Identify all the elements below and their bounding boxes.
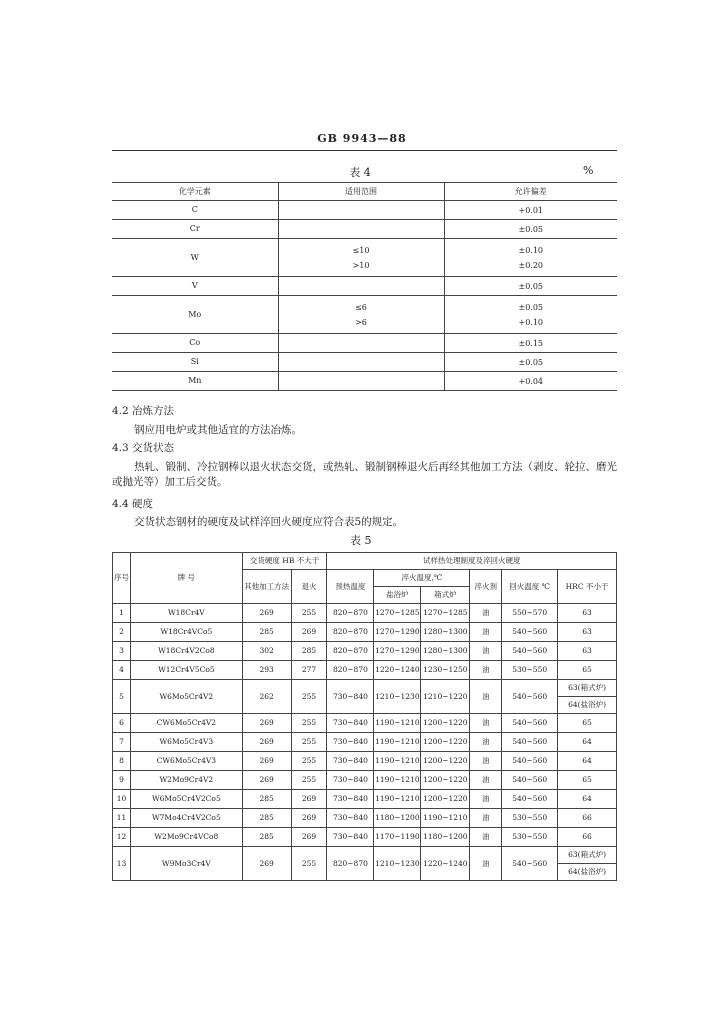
hrc-value: 66 (582, 832, 592, 841)
hb-anneal-cell: 255 (291, 714, 327, 733)
box-furnace-cell: 1200~1220 (421, 752, 470, 771)
table-row (112, 201, 617, 220)
tolerance-cell (444, 296, 617, 334)
range-cell (278, 277, 444, 296)
temper-cell: 540~560 (502, 714, 558, 733)
hb-anneal-cell: 255 (291, 847, 327, 881)
box-furnace-cell: 1200~1220 (421, 733, 470, 752)
table-row (112, 220, 617, 239)
medium-cell: 油 (470, 847, 502, 881)
hrc-cell (558, 771, 617, 790)
salt-bath-cell: 1270~1285 (374, 604, 421, 623)
table4-col-element: 化学元素 (112, 183, 278, 201)
table4-unit: % (583, 164, 594, 177)
preheat-cell: 730~840 (327, 790, 374, 809)
hrc-cell (558, 752, 617, 771)
hrc-value: 66 (582, 813, 592, 822)
range-cell (278, 334, 444, 353)
box-furnace-cell: 1210~1220 (421, 680, 470, 714)
seq-cell: 11 (113, 809, 131, 828)
hb-other-cell: 285 (242, 623, 291, 642)
table5 (112, 552, 617, 881)
preheat-cell: 730~840 (327, 680, 374, 714)
salt-bath-cell: 1190~1210 (374, 752, 421, 771)
tolerance-value: ±0.05 (518, 302, 543, 312)
table-row (112, 353, 617, 372)
grade-cell: W6Mo5Cr4V2Co5 (130, 790, 242, 809)
preheat-cell: 730~840 (327, 771, 374, 790)
medium-cell: 油 (470, 642, 502, 661)
table5-head-medium: 淬火剂 (470, 570, 502, 604)
grade-cell: W18Cr4V (130, 604, 242, 623)
tolerance-cell (444, 239, 617, 277)
table5-head-box: 箱式炉 (421, 587, 470, 604)
salt-bath-cell: 1210~1230 (374, 680, 421, 714)
hb-other-cell: 269 (242, 714, 291, 733)
preheat-cell: 820~870 (327, 847, 374, 881)
temper-cell: 540~560 (502, 623, 558, 642)
medium-cell: 油 (470, 680, 502, 714)
seq-cell: 9 (113, 771, 131, 790)
temper-cell: 540~560 (502, 752, 558, 771)
hb-anneal-cell: 255 (291, 771, 327, 790)
element-cell: Cr (112, 220, 278, 239)
table-row (113, 809, 617, 828)
grade-cell: W18Cr4VCo5 (130, 623, 242, 642)
temper-cell: 540~560 (502, 847, 558, 881)
tolerance-cell (444, 353, 617, 372)
range-value: >6 (355, 317, 367, 327)
hrc-cell (558, 714, 617, 733)
preheat-cell: 820~870 (327, 604, 374, 623)
salt-bath-cell: 1190~1210 (374, 771, 421, 790)
medium-cell: 油 (470, 733, 502, 752)
box-furnace-cell: 1200~1220 (421, 714, 470, 733)
box-furnace-cell: 1200~1220 (421, 790, 470, 809)
hrc-cell (558, 828, 617, 847)
hrc-value: 64 (582, 756, 592, 765)
medium-cell: 油 (470, 661, 502, 680)
table-row (113, 623, 617, 642)
tolerance-cell (444, 277, 617, 296)
hrc-value: 65 (582, 665, 592, 674)
seq-cell: 8 (113, 752, 131, 771)
grade-cell: W6Mo5Cr4V2 (130, 680, 242, 714)
preheat-cell: 820~870 (327, 623, 374, 642)
table4-col-range: 适用范围 (278, 183, 444, 201)
hrc-cell (558, 847, 617, 881)
table-row (113, 714, 617, 733)
tolerance-value: ±0.05 (518, 224, 543, 234)
hrc-cell (558, 733, 617, 752)
tolerance-cell (444, 372, 617, 391)
hrc-cell (558, 623, 617, 642)
medium-cell: 油 (470, 828, 502, 847)
salt-bath-cell: 1270~1290 (374, 642, 421, 661)
hb-anneal-cell: 277 (291, 661, 327, 680)
range-cell (278, 220, 444, 239)
temper-cell: 530~550 (502, 828, 558, 847)
element-cell: Mn (112, 372, 278, 391)
hb-other-cell: 302 (242, 642, 291, 661)
medium-cell: 油 (470, 790, 502, 809)
table-row (112, 296, 617, 334)
grade-cell: W7Mo4Cr4V2Co5 (130, 809, 242, 828)
grade-cell: W12Cr4V5Co5 (130, 661, 242, 680)
salt-bath-cell: 1190~1210 (374, 714, 421, 733)
seq-cell: 5 (113, 680, 131, 714)
hb-anneal-cell: 255 (291, 604, 327, 623)
table-row (113, 847, 617, 881)
grade-cell: W18Cr4V2Co8 (130, 642, 242, 661)
medium-cell: 油 (470, 604, 502, 623)
hrc-cell (558, 642, 617, 661)
preheat-cell: 730~840 (327, 733, 374, 752)
hrc-value: 63 (582, 646, 592, 655)
section-4-4-title: 4.4 硬度 (112, 498, 154, 510)
table5-head-test: 试样热处理制度及淬回火硬度 (327, 553, 617, 570)
tolerance-value: ±0.20 (518, 260, 543, 270)
grade-cell: CW6Mo5Cr4V3 (130, 752, 242, 771)
tolerance-value: +0.04 (518, 376, 543, 386)
grade-cell: W9Mo3Cr4V (130, 847, 242, 881)
range-cell (278, 296, 444, 334)
element-cell: W (112, 239, 278, 277)
range-value: >10 (352, 260, 370, 270)
hb-other-cell: 269 (242, 752, 291, 771)
section-4-2-title: 4.2 冶炼方法 (112, 405, 175, 417)
table5-head-salt: 盐浴炉 (374, 587, 421, 604)
hrc-value: 64 (582, 737, 592, 746)
preheat-cell: 730~840 (327, 809, 374, 828)
table-row (112, 372, 617, 391)
table-row (113, 771, 617, 790)
hrc-value: 63(箱式炉) (568, 683, 606, 692)
table5-head-hb: 交货硬度 HB 不大于 (242, 553, 327, 570)
hb-other-cell: 285 (242, 790, 291, 809)
medium-cell: 油 (470, 752, 502, 771)
table-row (113, 752, 617, 771)
hb-anneal-cell: 269 (291, 623, 327, 642)
hb-other-cell: 269 (242, 733, 291, 752)
grade-cell: W2Mo9Cr4VCo8 (130, 828, 242, 847)
hrc-cell (558, 809, 617, 828)
salt-bath-cell: 1210~1230 (374, 847, 421, 881)
table5-caption: 表 5 (350, 534, 372, 547)
hb-other-cell: 269 (242, 847, 291, 881)
hb-other-cell: 285 (242, 828, 291, 847)
section-4-2-text: 钢应用电炉或其他适宜的方法冶炼。 (134, 424, 302, 436)
page-header: GB 9943—88 (317, 132, 407, 145)
table5-head-hrc: HRC 不小于 (558, 570, 617, 604)
range-cell (278, 201, 444, 220)
hrc-cell (558, 661, 617, 680)
hrc-value: 63 (582, 627, 592, 636)
seq-cell: 7 (113, 733, 131, 752)
preheat-cell: 730~840 (327, 714, 374, 733)
box-furnace-cell: 1200~1220 (421, 771, 470, 790)
range-cell (278, 353, 444, 372)
medium-cell: 油 (470, 714, 502, 733)
preheat-cell: 730~840 (327, 828, 374, 847)
hb-other-cell: 285 (242, 809, 291, 828)
table-row (112, 334, 617, 353)
medium-cell: 油 (470, 623, 502, 642)
preheat-cell: 820~870 (327, 661, 374, 680)
grade-cell: W2Mo9Cr4V2 (130, 771, 242, 790)
element-cell: Mo (112, 296, 278, 334)
temper-cell: 540~560 (502, 680, 558, 714)
temper-cell: 540~560 (502, 771, 558, 790)
table-row (113, 680, 617, 714)
hb-anneal-cell: 269 (291, 828, 327, 847)
section-4-3-title: 4.3 交货状态 (112, 442, 175, 454)
hb-anneal-cell: 255 (291, 752, 327, 771)
tolerance-value: ±0.05 (518, 357, 543, 367)
range-value: ≤10 (352, 245, 370, 255)
table-row (113, 642, 617, 661)
box-furnace-cell: 1230~1250 (421, 661, 470, 680)
hb-anneal-cell: 255 (291, 733, 327, 752)
preheat-cell: 820~870 (327, 642, 374, 661)
box-furnace-cell: 1280~1300 (421, 623, 470, 642)
hrc-value: 63 (582, 608, 592, 617)
hb-anneal-cell: 285 (291, 642, 327, 661)
tolerance-value: ±0.10 (518, 245, 543, 255)
hb-anneal-cell: 269 (291, 790, 327, 809)
hrc-value: 64(盐浴炉) (558, 696, 616, 713)
section-4-4-text: 交货状态钢材的硬度及试样淬回火硬度应符合表5的规定。 (134, 516, 404, 528)
table4-caption: 表 4 (349, 166, 371, 179)
hrc-value: 63(箱式炉) (568, 850, 606, 859)
hb-other-cell: 269 (242, 604, 291, 623)
table-row (112, 277, 617, 296)
salt-bath-cell: 1190~1210 (374, 733, 421, 752)
hrc-value: 64 (582, 794, 592, 803)
section-4-3-text: 热轧、锻制、冷拉钢棒以退火状态交货，或热轧、锻制钢棒退火后再经其他加工方法（剥皮、轮拉、磨光或抛光等）加工后交货。 (112, 461, 617, 488)
table4 (112, 182, 617, 391)
hb-anneal-cell: 269 (291, 809, 327, 828)
element-cell: Si (112, 353, 278, 372)
hrc-cell (558, 680, 617, 714)
table5-head-temper: 回火温度 ℃ (502, 570, 558, 604)
temper-cell: 530~550 (502, 809, 558, 828)
table4-col-tolerance: 允许偏差 (444, 183, 617, 201)
medium-cell: 油 (470, 809, 502, 828)
preheat-cell: 730~840 (327, 752, 374, 771)
temper-cell: 540~560 (502, 790, 558, 809)
table5-head-hb-other: 其他加工方法 (242, 570, 291, 604)
range-value: ≤6 (355, 302, 367, 312)
range-cell (278, 239, 444, 277)
box-furnace-cell: 1180~1200 (421, 828, 470, 847)
element-cell: Co (112, 334, 278, 353)
table5-head-hb-anneal: 退火 (291, 570, 327, 604)
seq-cell: 1 (113, 604, 131, 623)
table-row (113, 661, 617, 680)
hb-other-cell: 293 (242, 661, 291, 680)
seq-cell: 12 (113, 828, 131, 847)
tolerance-value: +0.10 (518, 317, 543, 327)
seq-cell: 10 (113, 790, 131, 809)
header-rule (112, 150, 617, 151)
grade-cell: W6Mo5Cr4V3 (130, 733, 242, 752)
range-cell (278, 372, 444, 391)
table-row (113, 828, 617, 847)
table-row (113, 604, 617, 623)
hrc-cell (558, 604, 617, 623)
tolerance-cell (444, 334, 617, 353)
table-row (112, 239, 617, 277)
temper-cell: 540~560 (502, 733, 558, 752)
box-furnace-cell: 1270~1285 (421, 604, 470, 623)
hb-other-cell: 262 (242, 680, 291, 714)
temper-cell: 530~550 (502, 661, 558, 680)
salt-bath-cell: 1180~1200 (374, 809, 421, 828)
seq-cell: 3 (113, 642, 131, 661)
seq-cell: 13 (113, 847, 131, 881)
hb-other-cell: 269 (242, 771, 291, 790)
box-furnace-cell: 1280~1300 (421, 642, 470, 661)
table5-head-seq: 序号 (113, 553, 131, 604)
tolerance-value: ±0.15 (518, 338, 543, 348)
box-furnace-cell: 1190~1210 (421, 809, 470, 828)
temper-cell: 540~560 (502, 642, 558, 661)
tolerance-cell (444, 201, 617, 220)
tolerance-value: +0.01 (518, 205, 543, 215)
medium-cell: 油 (470, 771, 502, 790)
table-row (113, 733, 617, 752)
table5-head-grade: 牌 号 (130, 553, 242, 604)
grade-cell: CW6Mo5Cr4V2 (130, 714, 242, 733)
table5-head-quench: 淬火温度,℃ (374, 570, 470, 587)
salt-bath-cell: 1270~1290 (374, 623, 421, 642)
hb-anneal-cell: 255 (291, 680, 327, 714)
hrc-value: 65 (582, 775, 592, 784)
seq-cell: 2 (113, 623, 131, 642)
hrc-value: 65 (582, 718, 592, 727)
table-row (113, 790, 617, 809)
temper-cell: 550~570 (502, 604, 558, 623)
element-cell: C (112, 201, 278, 220)
tolerance-cell (444, 220, 617, 239)
salt-bath-cell: 1190~1210 (374, 790, 421, 809)
hrc-value: 64(盐浴炉) (558, 863, 616, 880)
seq-cell: 4 (113, 661, 131, 680)
hrc-cell (558, 790, 617, 809)
seq-cell: 6 (113, 714, 131, 733)
salt-bath-cell: 1220~1240 (374, 661, 421, 680)
tolerance-value: ±0.05 (518, 281, 543, 291)
element-cell: V (112, 277, 278, 296)
box-furnace-cell: 1220~1240 (421, 847, 470, 881)
table5-head-preheat: 预热温度 (327, 570, 374, 604)
salt-bath-cell: 1170~1190 (374, 828, 421, 847)
